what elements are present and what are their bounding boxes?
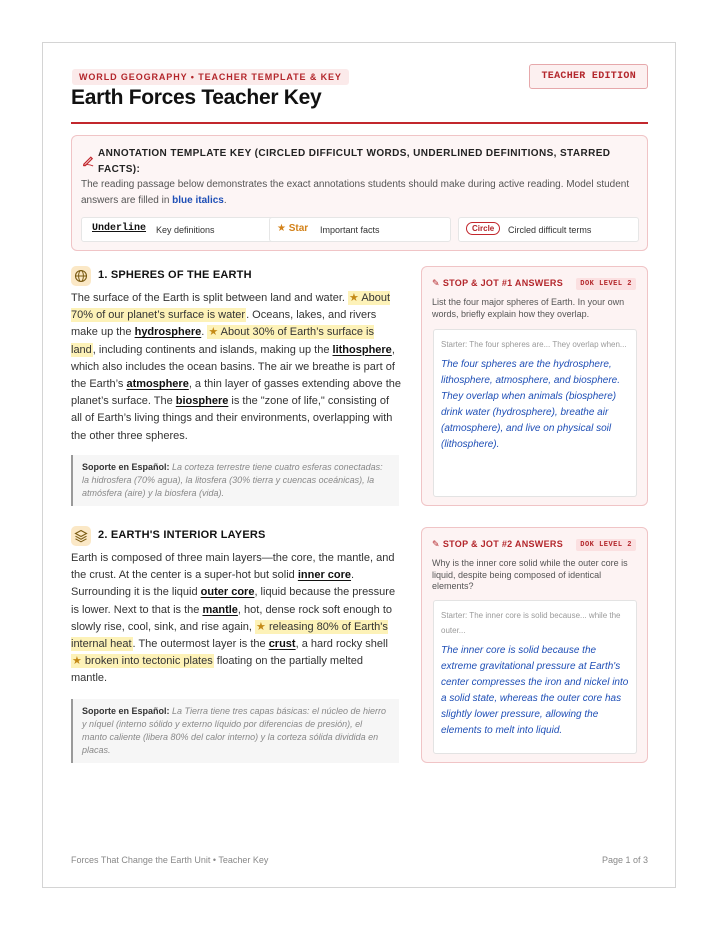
section-2-title: 2. EARTH'S INTERIOR LAYERS (98, 529, 266, 541)
starred-fact: ★ About 30% of Earth’s surface is land (71, 326, 374, 356)
teacher-edition-badge: TEACHER EDITION (529, 64, 648, 89)
card-question: List the four major spheres of Earth. In your own words, briefly explain how they overlap. (432, 297, 625, 319)
underlined-term: lithosphere (332, 343, 392, 356)
annotation-key-heading: ANNOTATION TEMPLATE KEY (CIRCLED DIFFICULT WORDS, UNDERLINED DEFINITIONS, STARRED FACTS): (98, 148, 611, 175)
legend-circle (458, 217, 639, 242)
stop-and-jot-2-card (421, 527, 648, 763)
card-heading: ✎ STOP & JOT #1 ANSWERS (432, 278, 564, 288)
legend-label: Key definitions (156, 225, 215, 235)
star-sample: ★ Star (277, 223, 309, 234)
pen-icon (82, 154, 95, 170)
underline-sample: Underline (92, 223, 147, 234)
answer-box (433, 600, 637, 754)
circle-sample: Circle (466, 222, 500, 235)
section-2-passage: Earth is composed of three main layers—the core, the mantle, and the crust. At the center is a super-hot but solid inner core. Surrounding it is the liquid outer core, liquid because the pressure is lower. Next to that is the mantle, hot, dense rock soft enough to slowly rise, cool, sink, and rise again, ★ releasing 80% of Earth's internal heat. The outermost layer is the crust, a hard rocky shell ★ broken into tectonic plates floating on the partially melted mantle. (71, 552, 396, 685)
layers-icon (71, 526, 91, 546)
star-icon: ★ (208, 326, 219, 339)
spanish-support-1: Soporte en Español: La corteza terrestre tiene cuatro esferas conectadas: la hidrosfera (70% agua), la litosfera (30% tierra y cuencas oceánicas), la atmósfera (aire) y la biosfera (vida). (71, 455, 399, 506)
model-answer: The four spheres are the hydrosphere, lithosphere, atmosphere, and biosphere. They overlap when animals (biosphere) drink water (hydrosphere), breathe air (atmosphere), and live on physical soil (lithosphere). (441, 359, 621, 450)
dok-badge: DOK LEVEL 2 (576, 539, 636, 551)
sentence-starter: Starter: The four spheres are... They overlap when... (441, 340, 627, 349)
title-divider (71, 122, 648, 124)
section-1-passage: The surface of the Earth is split between land and water. ★ About 70% of our planet’s surface is water. Oceans, lakes, and rivers make up the hydrosphere. ★ About 30% of Earth’s surface is land, including continents and islands, making up the lithosphere, which also includes the ocean basins. The air we breathe is part of the Earth’s atmosphere, a thin layer of gasses extending above the planet’s surface. The biosphere is the "zone of life," consisting of all of Earth’s living things and their environments, overlapping with the other three spheres. (71, 292, 402, 442)
legend-label: Important facts (320, 225, 380, 235)
stop-and-jot-1-card (421, 266, 648, 506)
spanish-support-2: Soporte en Español: La Tierra tiene tres capas básicas: el núcleo de hierro y níquel (interno sólido y externo líquido por diferencias de presión), el manto caliente (libera 80% del calor interno) y la corteza sólida dividida en placas. (71, 699, 399, 763)
footer-unit: Forces That Change the Earth Unit • Teacher Key (71, 855, 269, 865)
page-number: Page 1 of 3 (601, 855, 648, 865)
globe-icon (71, 266, 91, 286)
annotation-key-box (71, 135, 648, 251)
card-heading: ✎ STOP & JOT #2 ANSWERS (432, 539, 564, 549)
underlined-term: outer core (200, 586, 255, 599)
underlined-term: crust (268, 638, 296, 651)
star-icon: ★ (349, 292, 359, 304)
legend-label: Circled difficult terms (508, 225, 592, 235)
underlined-term: mantle (202, 603, 238, 616)
section-1-title: 1. SPHERES OF THE EARTH (98, 269, 252, 281)
pencil-icon: ✎ (432, 278, 440, 288)
model-answer: The inner core is solid because the extreme gravitational pressure at Earth's center compresses the iron and nickel into a solid state, whereas the outer core has slightly lower pressure, allowing the elements to melt into liquid. (441, 645, 629, 736)
answer-box (433, 329, 637, 497)
card-question: Why is the inner core solid while the outer core is liquid, despite being composed of identical elements? (432, 558, 628, 591)
legend-star (269, 217, 451, 242)
course-kicker: WORLD GEOGRAPHY • TEACHER TEMPLATE & KEY (72, 69, 349, 85)
underlined-term: inner core (297, 569, 352, 582)
star-icon: ★ (72, 655, 82, 668)
star-icon: ★ (256, 620, 266, 633)
annotation-key-intro: The reading passage below demonstrates the exact annotations students should make during active reading. Model student answers are filled in blue italics. (81, 179, 630, 206)
page-title: Earth Forces Teacher Key (71, 86, 322, 109)
starred-fact: ★ releasing 80% of Earth's internal heat (71, 620, 388, 651)
underlined-term: hydrosphere (134, 326, 202, 339)
underlined-term: atmosphere (126, 378, 189, 391)
sentence-starter: Starter: The inner core is solid because... while the outer... (441, 611, 621, 635)
pencil-icon: ✎ (432, 539, 440, 549)
starred-fact: ★ broken into tectonic plates (72, 655, 213, 668)
underlined-term: biosphere (175, 395, 229, 408)
starred-fact: ★ About 70% of our planet’s surface is water (71, 292, 391, 322)
dok-badge: DOK LEVEL 2 (576, 278, 636, 290)
